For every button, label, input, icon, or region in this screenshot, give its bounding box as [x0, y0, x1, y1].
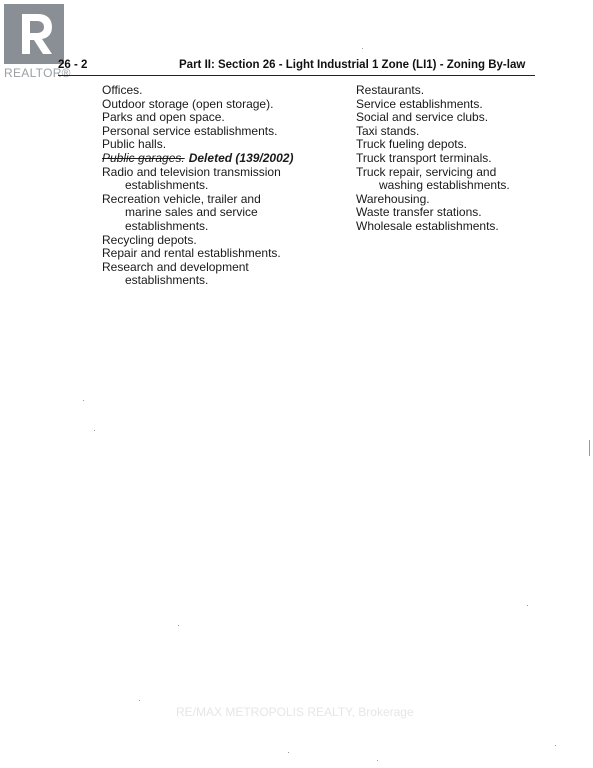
permitted-use-item — [356, 98, 556, 112]
permitted-use-item — [102, 166, 342, 193]
page-number: 26 - 2 — [58, 59, 88, 71]
permitted-use-item — [102, 98, 342, 112]
scan-speck — [555, 745, 556, 746]
permitted-use-text: Radio and television transmission — [102, 164, 281, 179]
permitted-use-text: Warehousing. — [356, 191, 430, 206]
permitted-use-text: Public halls. — [102, 137, 167, 152]
realtor-logo-icon — [4, 4, 64, 64]
permitted-use-item — [102, 138, 342, 152]
permitted-use-text: Research and development — [102, 259, 249, 274]
permitted-use-text: Waste transfer stations. — [356, 205, 482, 220]
permitted-use-text: Repair and rental establishments. — [102, 246, 281, 261]
permitted-use-item — [102, 111, 342, 125]
permitted-use-text: Personal service establishments. — [102, 123, 278, 138]
scan-speck — [178, 625, 179, 626]
permitted-use-text: Restaurants. — [356, 83, 425, 97]
page-title: Part II: Section 26 - Light Industrial 1 Zone (LI1) - Zoning By-law — [179, 59, 526, 71]
permitted-use-item — [356, 193, 556, 207]
permitted-use-item — [356, 84, 556, 98]
permitted-use-item — [356, 152, 556, 166]
permitted-uses-right-column — [356, 84, 556, 234]
permitted-use-text: Taxi stands. — [356, 123, 420, 138]
permitted-use-item — [102, 84, 342, 98]
permitted-use-text: Wholesale establishments. — [356, 218, 499, 233]
permitted-use-text: Recycling depots. — [102, 232, 197, 247]
permitted-use-item — [356, 206, 556, 220]
header-rule — [58, 75, 535, 76]
permitted-use-continuation: establishments. — [125, 273, 209, 288]
scan-speck — [139, 700, 140, 701]
permitted-use-text: Truck transport terminals. — [356, 150, 492, 165]
scan-speck — [288, 752, 289, 753]
permitted-use-text: Service establishments. — [356, 96, 483, 111]
permitted-use-text: Offices. — [102, 83, 143, 97]
permitted-use-item — [356, 111, 556, 125]
permitted-use-item — [102, 193, 342, 234]
permitted-use-text: Social and service clubs. — [356, 110, 489, 125]
permitted-use-item — [102, 261, 342, 288]
permitted-use-item — [102, 247, 342, 261]
permitted-use-item — [102, 125, 342, 139]
permitted-use-text: Parks and open space. — [102, 110, 225, 125]
scan-speck — [362, 48, 363, 49]
permitted-use-continuation: establishments. — [125, 218, 209, 233]
permitted-use-item — [102, 234, 342, 248]
scan-speck — [377, 760, 378, 761]
permitted-use-item — [356, 138, 556, 152]
permitted-use-text: Truck fueling depots. — [356, 137, 467, 152]
permitted-use-item — [356, 166, 556, 193]
permitted-use-continuation: establishments. — [125, 178, 209, 193]
realtor-logo-word: REALTOR® — [4, 66, 71, 80]
permitted-uses-left-column — [102, 84, 342, 288]
brokerage-watermark: RE/MAX METROPOLIS REALTY, Brokerage — [176, 705, 414, 719]
permitted-use-item — [356, 125, 556, 139]
scan-speck — [527, 605, 528, 606]
permitted-use-continuation: washing establishments. — [379, 178, 510, 193]
amendment-note: Deleted (139/2002) — [188, 150, 294, 165]
permitted-use-text: Outdoor storage (open storage). — [102, 96, 274, 111]
permitted-use-continuation: marine sales and service — [125, 205, 258, 220]
permitted-use-text: Public garages. — [102, 150, 185, 165]
permitted-use-text: Truck repair, servicing and — [356, 164, 497, 179]
scan-speck — [83, 400, 84, 401]
permitted-use-item — [102, 152, 342, 166]
scan-speck — [589, 440, 590, 456]
permitted-use-text: Recreation vehicle, trailer and — [102, 191, 261, 206]
permitted-use-item — [356, 220, 556, 234]
scan-speck — [94, 430, 95, 431]
